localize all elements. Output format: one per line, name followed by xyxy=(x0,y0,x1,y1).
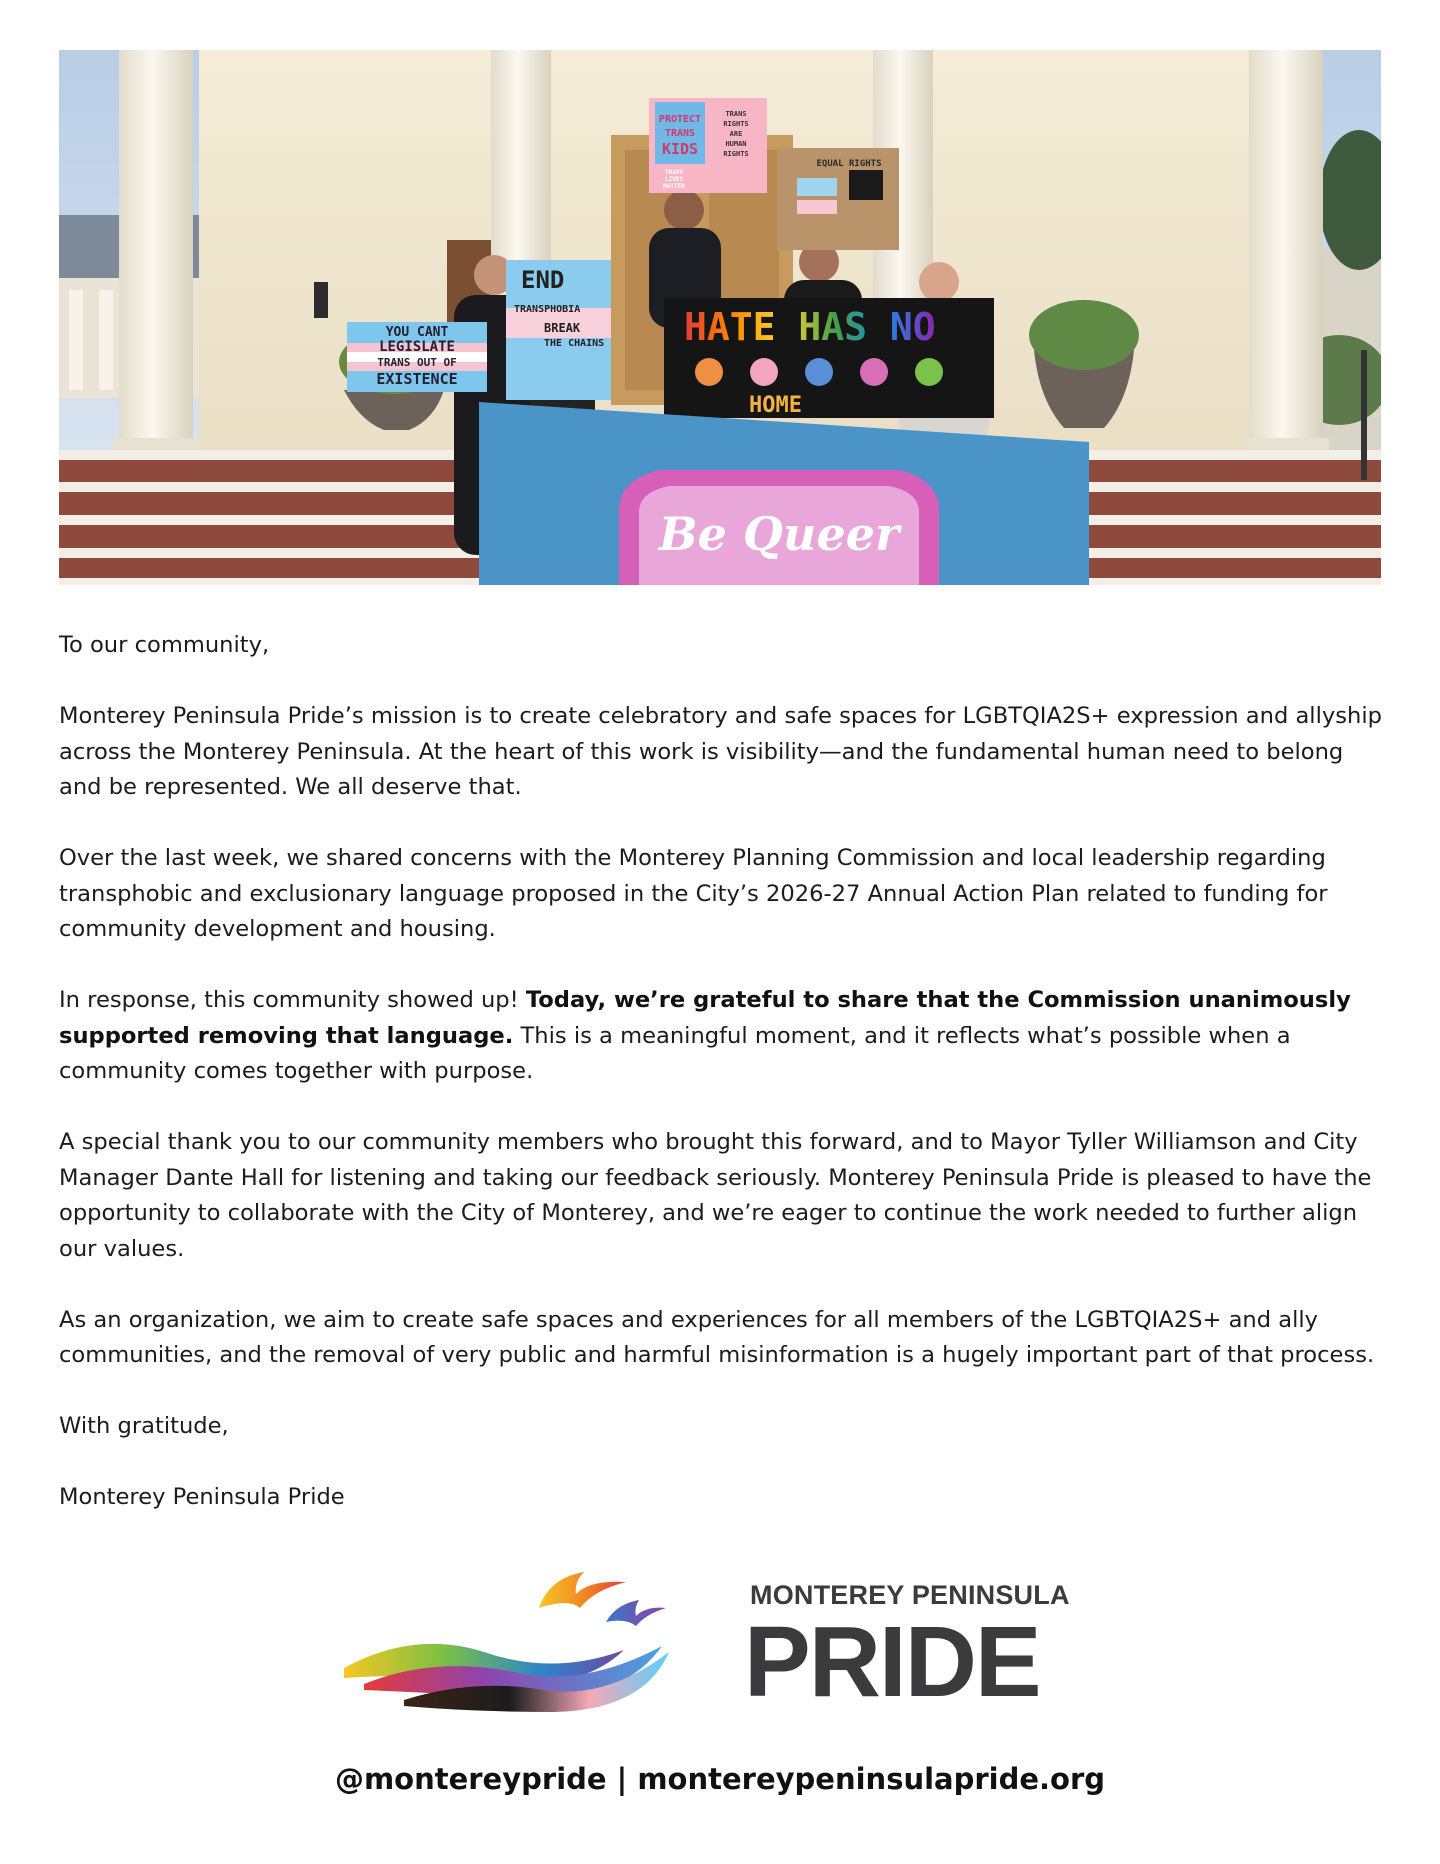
signature: Monterey Peninsula Pride xyxy=(59,1484,345,1510)
salutation: To our community, xyxy=(59,632,270,658)
svg-text:HOME: HOME xyxy=(749,393,802,418)
svg-text:ARE: ARE xyxy=(729,130,743,138)
svg-text:EXISTENCE: EXISTENCE xyxy=(376,370,458,388)
response-highlight: Today, we’re grateful to share that the Commission unanimously supported removing that language. xyxy=(59,987,1351,1049)
letter-body xyxy=(59,628,1389,1551)
svg-text:EQUAL RIGHTS: EQUAL RIGHTS xyxy=(816,159,882,169)
svg-text:TRANS: TRANS xyxy=(664,128,696,139)
svg-text:TRANS: TRANS xyxy=(664,169,684,176)
svg-text:TRANS OUT OF: TRANS OUT OF xyxy=(377,356,457,369)
svg-text:LIVES: LIVES xyxy=(664,176,684,183)
svg-text:BREAK: BREAK xyxy=(544,321,581,335)
sign-you-cant-legislate xyxy=(347,322,487,392)
sign-end-transphobia xyxy=(506,260,611,400)
group-photo-illustration xyxy=(59,50,1381,585)
paragraph-organization: As an organization, we aim to create safe spaces and experiences for all members of the LGBTQIA2S+ and ally communities, and the removal of very public and harmful misinformation is a hugely important part of that process. xyxy=(59,1306,1375,1368)
sign-protect-trans-kids xyxy=(649,98,767,193)
monterey-pride-logo xyxy=(344,1560,1084,1718)
svg-text:RIGHTS: RIGHTS xyxy=(723,150,749,158)
svg-text:KIDS: KIDS xyxy=(661,140,699,158)
banner-hate-has-no-home xyxy=(664,298,994,418)
contact-footer: @montereypride | montereypeninsulapride.org xyxy=(334,1762,1106,1796)
paragraph-thanks: A special thank you to our community members who brought this forward, and to Mayor Tyller Williamson and City Manager Dante Hall for listening and taking our feedback seriously. Monterey Peninsula Pride is pleased to have the opportunity to collaborate with the City of Monterey, and we’re eager to continue the work needed to further align our values. xyxy=(59,1129,1372,1262)
svg-text:THE CHAINS: THE CHAINS xyxy=(544,338,605,349)
paragraph-mission: Monterey Peninsula Pride’s mission is to create celebratory and safe spaces for LGBTQIA2S+ expression and allyship across the Monterey Peninsula. At the heart of this work is visibility—and the fundamental human need to belong and be represented. We all deserve that. xyxy=(59,703,1382,800)
svg-text:HATE HAS NO: HATE HAS NO xyxy=(684,305,936,349)
sign-equal-rights xyxy=(777,148,899,250)
svg-text:PROTECT: PROTECT xyxy=(658,114,702,125)
svg-text:Be Queer: Be Queer xyxy=(658,507,900,561)
svg-text:TRANS: TRANS xyxy=(725,110,747,118)
logo-line-pride: PRIDE xyxy=(744,1606,1040,1718)
closing: With gratitude, xyxy=(59,1413,229,1439)
paragraph-response xyxy=(59,983,1389,1090)
response-intro: In response, this community showed up! xyxy=(59,987,526,1013)
hero-photo xyxy=(59,50,1381,585)
svg-text:YOU CANT: YOU CANT xyxy=(385,325,449,340)
svg-text:END: END xyxy=(521,266,565,294)
svg-text:RIGHTS: RIGHTS xyxy=(723,120,749,128)
svg-text:MATTER: MATTER xyxy=(663,183,685,190)
logo-line-monterey-peninsula: MONTEREY PENINSULA xyxy=(750,1580,1070,1610)
response-outro: This is a meaningful moment, and it reflects what’s possible when a community comes together with purpose. xyxy=(59,1022,1291,1084)
svg-text:HUMAN: HUMAN xyxy=(725,140,747,148)
svg-text:TRANSPHOBIA: TRANSPHOBIA xyxy=(514,304,581,315)
svg-text:LEGISLATE: LEGISLATE xyxy=(379,339,455,355)
paragraph-concerns: Over the last week, we shared concerns with the Monterey Planning Commission and local leadership regarding transphobic and exclusionary language proposed in the City’s 2026-27 Annual Action Plan related to funding for community development and housing. xyxy=(59,845,1328,942)
